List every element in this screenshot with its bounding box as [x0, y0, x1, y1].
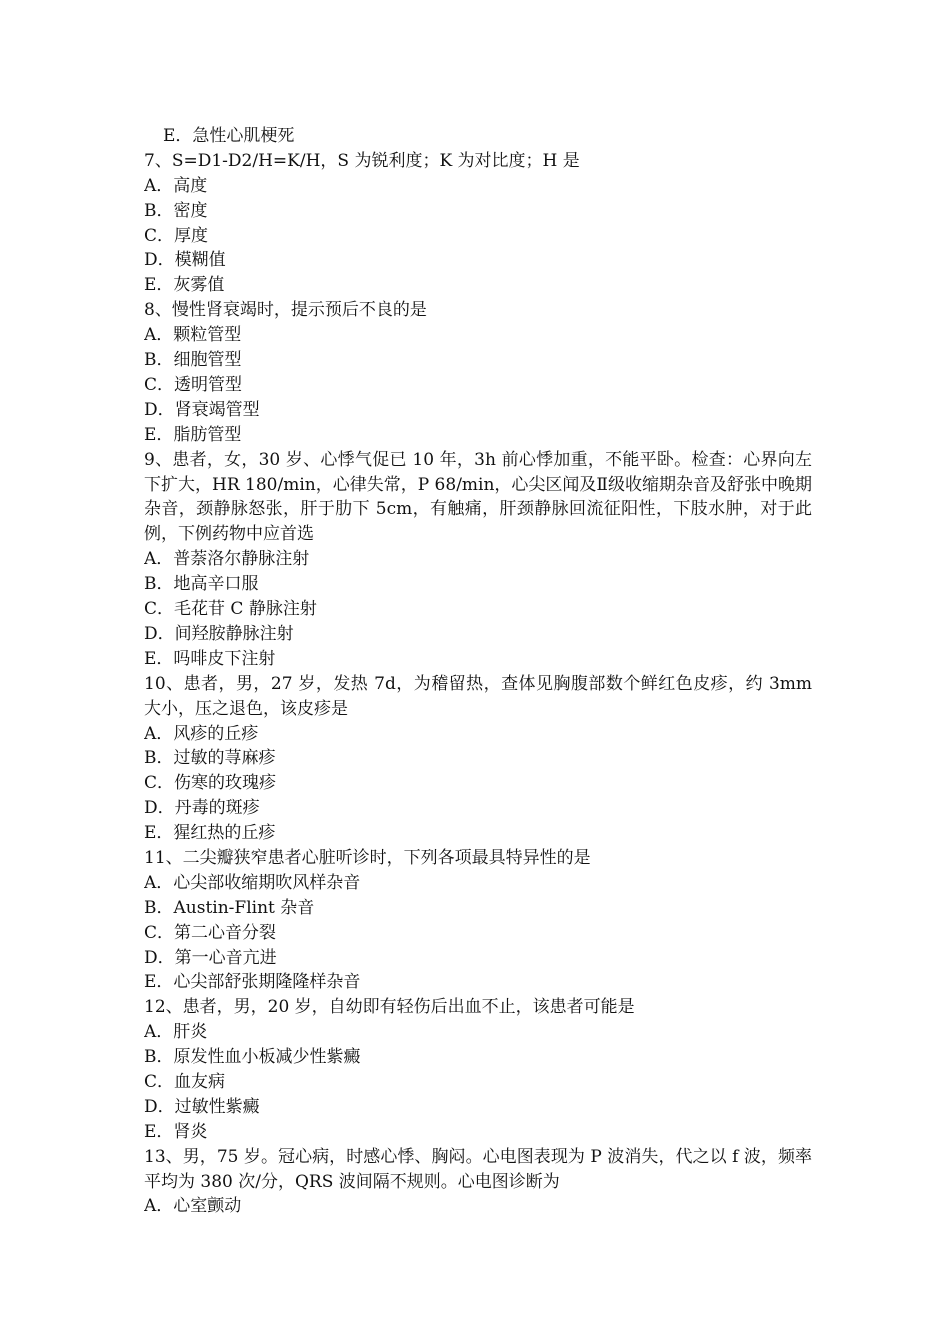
option-line: B．密度 [144, 200, 208, 221]
option-line: E．灰雾值 [144, 275, 225, 296]
option-line: E．吗啡皮下注射 [144, 648, 276, 669]
option-line: E．脂肪管型 [144, 424, 242, 445]
option-line: D．肾衰竭管型 [144, 399, 260, 420]
option-line: A．心室颤动 [144, 1196, 242, 1217]
option-line: D．模糊值 [144, 250, 226, 271]
option-line: A．颗粒管型 [144, 325, 242, 346]
option-line: C．透明管型 [144, 374, 243, 395]
option-line: B．地高辛口服 [144, 574, 259, 595]
question-12: 12、患者，男，20 岁，自幼即有轻伤后出血不止，该患者可能是 [144, 997, 635, 1018]
option-line: A．肝炎 [144, 1022, 208, 1043]
option-line: E．猩红热的丘疹 [144, 823, 276, 844]
option-line: A．普萘洛尔静脉注射 [144, 549, 310, 570]
option-line: A．风疹的丘疹 [144, 723, 259, 744]
option-line: C．毛花苷 C 静脉注射 [144, 599, 317, 620]
question-8: 8、慢性肾衰竭时，提示预后不良的是 [144, 300, 427, 321]
option-line: E．急性心肌梗死 [163, 126, 295, 146]
option-line: B．过敏的荨麻疹 [144, 748, 276, 769]
option-line: C．第二心音分裂 [144, 922, 277, 943]
question-11: 11、二尖瓣狭窄患者心脏听诊时，下列各项最具特异性的是 [144, 847, 591, 868]
option-line: D．过敏性紫癜 [144, 1096, 260, 1117]
option-line: C．伤寒的玫瑰疹 [144, 773, 277, 794]
document-page [144, 124, 812, 1219]
option-line: E．心尖部舒张期隆隆样杂音 [144, 972, 361, 993]
option-line: C．血友病 [144, 1072, 226, 1092]
option-line: D．第一心音亢进 [144, 947, 277, 968]
option-line: B．原发性血小板减少性紫癜 [144, 1047, 361, 1068]
option-line: A．高度 [144, 175, 208, 196]
option-line: A．心尖部收缩期吹风样杂音 [144, 872, 361, 893]
option-line: B．Austin-Flint 杂音 [144, 897, 315, 918]
option-line: D．间羟胺静脉注射 [144, 623, 294, 644]
question-9: 9、患者，女，30 岁、心悸气促已 10 年，3h 前心悸加重，不能平卧。检查：心界向左下扩大，HR 180/min，心律失常，P 68/min，心尖区闻及Ⅱ级收缩期杂音及舒张中晚期杂音，颈静脉怒张，肝于肋下 5cm，有触痛，肝颈静脉回流征阳性，下肢水肿，对于此例，下例药物中应首选 [144, 449, 812, 545]
option-line: C．厚度 [144, 225, 209, 246]
option-line: D．丹毒的斑疹 [144, 798, 260, 819]
question-13: 13、男，75 岁。冠心病，时感心悸、胸闷。心电图表现为 P 波消失，代之以 f 波，频率平均为 380 次/分，QRS 波间隔不规则。心电图诊断为 [144, 1146, 812, 1192]
option-line: E．肾炎 [144, 1121, 208, 1142]
question-10: 10、患者，男，27 岁，发热 7d，为稽留热，查体见胸腹部数个鲜红色皮疹，约 3mm 大小，压之退色，该皮疹是 [144, 673, 812, 719]
question-7: 7、S=D1-D2/H=K/H，S 为锐利度；K 为对比度；H 是 [144, 150, 580, 171]
option-line: B．细胞管型 [144, 350, 242, 371]
